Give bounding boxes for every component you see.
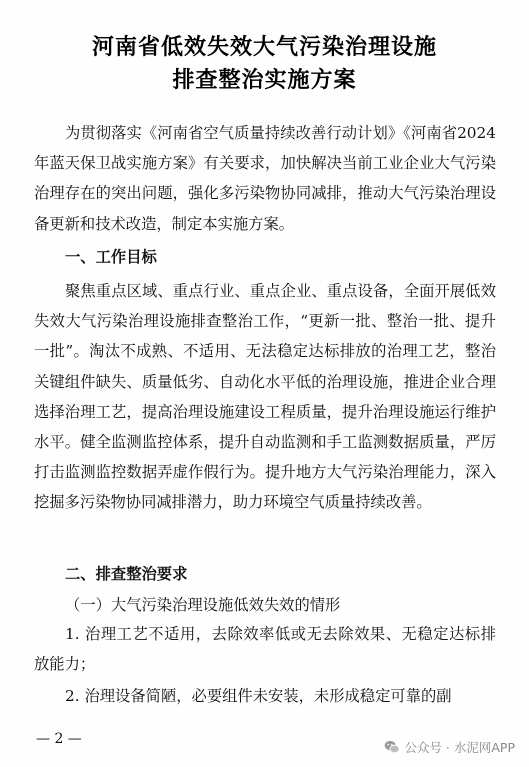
- watermark-text: 公众号 · 水泥网APP: [404, 740, 515, 755]
- item-1: 1. 治理工艺不适用，去除效率低或无去除效果、无稳定达标排放能力；: [34, 625, 496, 674]
- section2-heading: 二、排查整治要求: [65, 565, 188, 583]
- document-title-line2: 排查整治实施方案: [172, 67, 357, 93]
- section1-paragraph: 聚焦重点区域、重点行业、重点企业、重点设备，全面开展低效失效大气污染治理设施排查整治工作，“更新一批、整治一批、提升一批”。淘汰不成熟、不适用、无法稳定达标排放的治理工艺，整治关键组件缺失、质量低劣、自动化水平低的治理设施，推进企业合理选择治理工艺，提高治理设施建设工程质量，提升治理设施运行维护水平。健全监测监控体系，提升自动监测和手工监测数据质量，严厉打击监测监控数据弄虚作假行为。提升地方大气污染治理能力，深入挖掘多污染物协同减排潜力，助力环境空气质量持续改善。: [34, 282, 496, 512]
- wechat-icon: [384, 739, 400, 755]
- subsection1-heading: （一）大气污染治理设施低效失效的情形: [65, 596, 341, 614]
- watermark: [384, 738, 515, 756]
- page-number: — 2 —: [36, 731, 82, 747]
- item-2: 2. 治理设备简陋，必要组件未安装，未形成稳定可靠的副: [65, 687, 452, 705]
- document-title-line1: 河南省低效失效大气污染治理设施: [91, 34, 437, 60]
- intro-paragraph: 为贯彻落实《河南省空气质量持续改善行动计划》《河南省2024年蓝天保卫战实施方案》有关要求，加快解决当前工业企业大气污染治理存在的突出问题，强化多污染物协同减排，推动大气污染治理设备更新和技术改造，制定本实施方案。: [34, 124, 496, 233]
- section1-heading: 一、工作目标: [65, 248, 157, 266]
